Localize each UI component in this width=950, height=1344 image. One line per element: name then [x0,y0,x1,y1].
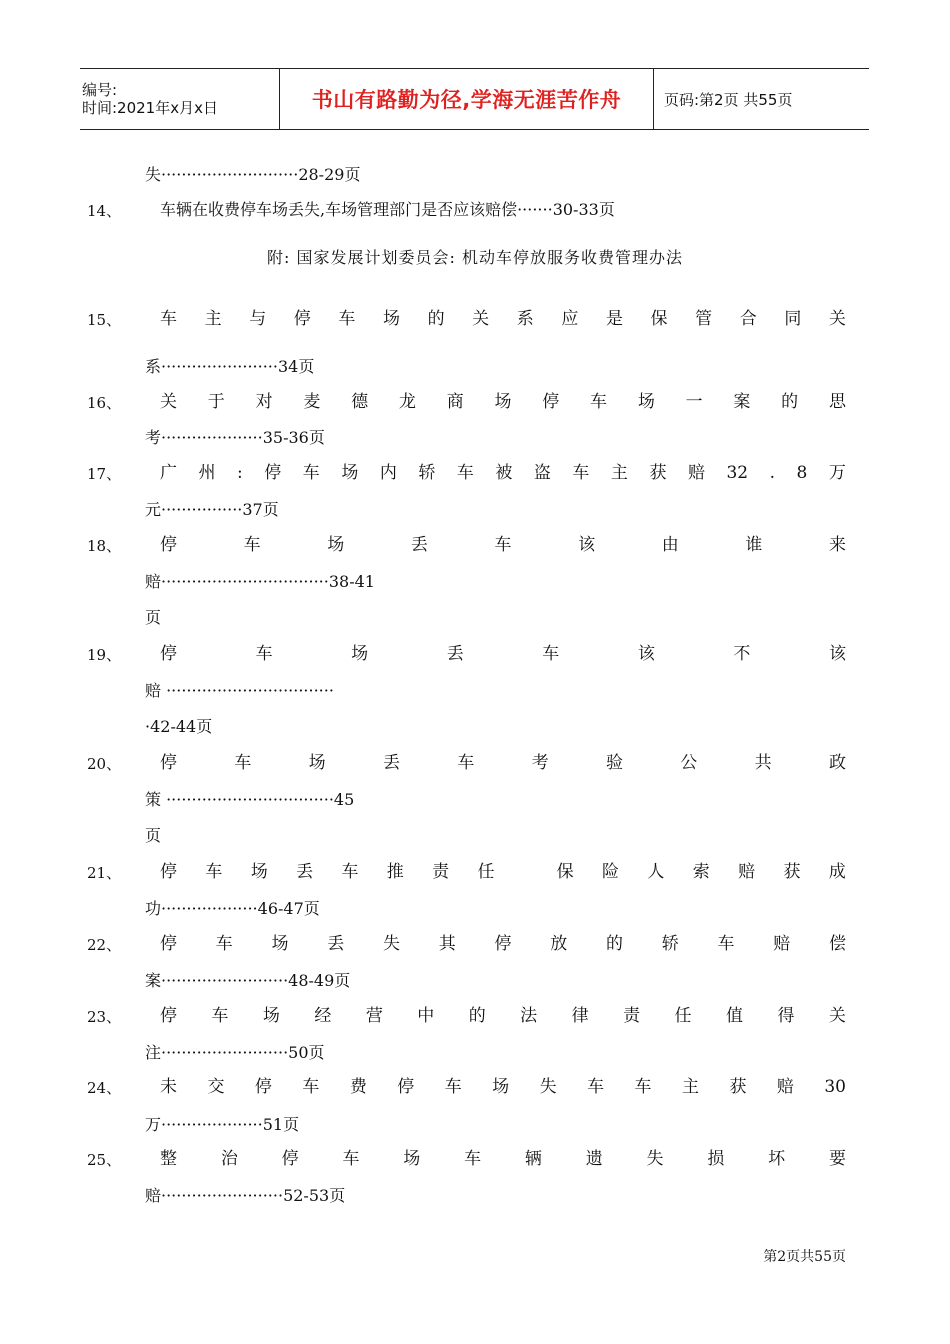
toc-item-15-title [160,309,846,329]
title-char: 车 [234,753,252,773]
title-char: 车 [160,309,177,329]
title-char: 车 [302,1077,320,1097]
title-char: 法 [520,1006,538,1026]
title-char: 关 [160,392,177,412]
title-char: 主 [681,1077,699,1097]
code-label: 编号: [82,81,118,99]
title-char: 整 [160,1149,177,1169]
title-char: 场 [382,309,400,329]
title-char: 的 [606,934,623,954]
toc-item-22-number: 22、 [87,936,122,954]
toc-item-16-title [160,392,846,412]
page-label: 页码:第2页 共55页 [664,90,793,109]
title-char: 失 [646,1149,664,1169]
title-char: 人 [647,862,665,882]
toc-item-25-cont: 赔························52-53页 [145,1186,346,1205]
toc-item-23-cont: 注·························50页 [145,1043,325,1062]
title-char: 州 [198,463,216,483]
title-char: 的 [468,1006,486,1026]
title-char: 车 [205,862,223,882]
title-char: 车 [338,309,356,329]
title-char: 停 [494,934,512,954]
title-char: 30 [824,1077,846,1097]
title-char: 车 [341,862,359,882]
header-motto-cell [280,69,654,129]
title-char: 与 [249,309,267,329]
toc-item-16-cont: 考····················35-36页 [145,428,325,447]
title-char: 车 [243,535,261,555]
title-char: 车 [542,644,560,664]
title-char: 德 [351,392,369,412]
title-char: 场 [637,392,655,412]
title-char: 的 [427,309,445,329]
title-char: 丢 [296,862,314,882]
title-char: 丢 [327,934,345,954]
title-char: 成 [828,862,846,882]
title-char: 赔 [776,1077,794,1097]
title-char: 广 [160,463,177,483]
title-char: 治 [220,1149,238,1169]
title-char: 共 [754,753,772,773]
title-char: 车 [211,1006,229,1026]
title-char: 停 [160,934,177,954]
title-char: 管 [695,309,713,329]
title-char: 丢 [410,535,428,555]
title-char: 政 [828,753,846,773]
title-char: 车 [717,934,735,954]
toc-item-24-title [160,1077,846,1097]
title-char: 32 [726,463,749,483]
toc-item-21-number: 21、 [87,864,122,882]
title-char: 放 [550,934,568,954]
title-char: 保 [556,862,574,882]
toc-item-20-cont-1: 策 ·································45 [145,790,355,809]
title-char: 车 [590,392,608,412]
page-header [80,68,869,130]
title-char: 停 [160,1006,177,1026]
title-char: 场 [250,862,268,882]
toc-item-19-title [160,644,846,664]
toc-item-19-cont-1: 赔 ································· [145,681,334,700]
title-char: 险 [602,862,619,882]
title-char: 停 [264,463,282,483]
title-char: 车 [215,934,233,954]
header-meta [80,69,280,129]
title-char: 案 [733,392,751,412]
page-footer: 第2页共55页 [763,1249,846,1265]
toc-item-17-title [160,463,846,483]
toc-item-24-cont: 万····················51页 [145,1115,300,1134]
title-char: 于 [207,392,225,412]
title-char: 任 [674,1006,692,1026]
title-char: 关 [828,1006,846,1026]
title-char: 8 [796,463,808,483]
title-char: 轿 [418,463,436,483]
title-char: 车 [457,753,475,773]
title-char: 应 [561,309,579,329]
title-char: 停 [397,1077,415,1097]
toc-item-14-text: 车辆在收费停车场丢失,车场管理部门是否应该赔偿·······30-33页 [160,200,615,219]
title-char: 同 [784,309,802,329]
title-char: 该 [578,535,596,555]
title-char [523,862,528,882]
title-char: 不 [733,644,751,664]
title-char: 获 [729,1077,747,1097]
title-char: 车 [572,463,590,483]
title-char: 营 [365,1006,383,1026]
title-char: 场 [494,392,512,412]
title-char: 停 [542,392,560,412]
title-char: 车 [255,644,273,664]
toc-item-18-title [160,535,846,555]
title-char: 中 [417,1006,435,1026]
title-char: 场 [492,1077,510,1097]
title-char: 盗 [533,463,551,483]
title-char: 万 [828,463,846,483]
title-char: 得 [777,1006,795,1026]
title-char: 停 [160,535,177,555]
title-char: 场 [403,1149,421,1169]
title-char: 丢 [446,644,464,664]
toc-item-19-cont-2: ·42-44页 [145,717,213,736]
title-char: 该 [828,644,846,664]
title-char: 龙 [398,392,416,412]
toc-item-15-number: 15、 [87,311,122,329]
toc-item-14-number: 14、 [87,202,122,220]
title-char: 来 [829,535,846,555]
toc-item-23-title [160,1006,846,1026]
title-char: 被 [495,463,513,483]
title-char: 商 [446,392,464,412]
toc-item-23-number: 23、 [87,1008,122,1026]
title-char: 索 [692,862,710,882]
title-char: 其 [438,934,456,954]
toc-item-17-number: 17、 [87,465,122,483]
title-char: 场 [327,535,345,555]
title-char: 辆 [524,1149,542,1169]
title-char: 停 [281,1149,299,1169]
title-char: 场 [308,753,326,773]
title-char: 律 [571,1006,589,1026]
title-char: 未 [160,1077,177,1097]
title-char: 停 [160,644,177,664]
title-char: 关 [828,309,846,329]
title-char: 值 [725,1006,743,1026]
toc-item-22-title [160,934,846,954]
title-char: 丢 [382,753,400,773]
time-label: 时间:2021年x月x日 [82,99,218,117]
toc-item-21-cont: 功···················46-47页 [145,899,320,918]
toc-item-20-title [160,753,846,773]
toc-item-19-number: 19、 [87,646,122,664]
toc-item-17-cont: 元················37页 [145,500,279,519]
title-char: 场 [271,934,289,954]
title-char: 主 [204,309,222,329]
title-char: 对 [255,392,273,412]
title-char: 麦 [303,392,321,412]
title-char: 费 [349,1077,367,1097]
toc-item-16-number: 16、 [87,394,122,412]
title-char: 车 [587,1077,605,1097]
title-char: 一 [685,392,703,412]
title-char: 验 [605,753,623,773]
title-char: 车 [494,535,512,555]
title-char: 内 [379,463,397,483]
title-char: 经 [314,1006,332,1026]
title-char: 车 [444,1077,462,1097]
toc-item-18-cont-2: 页 [145,608,162,627]
title-char: 失 [539,1077,557,1097]
title-char: 场 [341,463,359,483]
title-char: 赔 [773,934,791,954]
title-char: 场 [262,1006,280,1026]
title-char: 车 [342,1149,360,1169]
title-char: 推 [386,862,404,882]
title-char: 坏 [768,1149,786,1169]
toc-item-25-title [160,1149,846,1169]
title-char: 赔 [687,463,705,483]
title-char: 车 [464,1149,482,1169]
title-char: 由 [661,535,679,555]
title-char: 损 [707,1149,725,1169]
toc-item-15-cont: 系·······················34页 [145,357,315,376]
title-char: 失 [383,934,400,954]
title-char: 停 [254,1077,272,1097]
toc-appendix-note: 附: 国家发展计划委员会: 机动车停放服务收费管理办法 [267,248,683,267]
title-char: 是 [605,309,623,329]
title-char: 停 [160,753,177,773]
title-char: 主 [610,463,628,483]
title-char: 该 [637,644,655,664]
title-char: 保 [650,309,668,329]
title-char: 遗 [585,1149,603,1169]
title-char: 要 [828,1149,846,1169]
title-char: 停 [293,309,311,329]
toc-item-25-number: 25、 [87,1151,122,1169]
toc-continuation-top: 失···························28-29页 [145,165,361,184]
title-char: 责 [432,862,450,882]
toc-item-22-cont: 案·························48-49页 [145,971,351,990]
title-char: 车 [456,463,474,483]
toc-item-18-cont-1: 赔·································38-41 [145,572,375,591]
title-char: 车 [634,1077,652,1097]
motto: 书山有路勤为径,学海无涯苦作舟 [311,88,622,112]
toc-item-20-number: 20、 [87,755,122,773]
toc-item-20-cont-2: 页 [145,826,162,845]
title-char: 任 [477,862,495,882]
title-char: 交 [207,1077,225,1097]
title-char: 责 [623,1006,641,1026]
title-char: 获 [783,862,801,882]
title-char: 轿 [661,934,679,954]
title-char: 系 [516,309,534,329]
title-char: 获 [649,463,667,483]
toc-item-18-number: 18、 [87,537,122,555]
title-char: 关 [472,309,490,329]
title-char: 公 [680,753,698,773]
title-char: . [769,463,776,483]
title-char: 思 [828,392,846,412]
title-char: 车 [302,463,320,483]
title-char: 考 [531,753,549,773]
title-char: 停 [160,862,177,882]
title-char: 合 [739,309,757,329]
title-char: 偿 [829,934,846,954]
toc-item-21-title [160,862,846,882]
toc-item-24-number: 24、 [87,1079,122,1097]
title-char: 的 [781,392,799,412]
title-char: 谁 [745,535,763,555]
header-page-cell [654,69,869,129]
title-char: 赔 [738,862,756,882]
title-char: : [237,463,243,483]
title-char: 场 [351,644,369,664]
